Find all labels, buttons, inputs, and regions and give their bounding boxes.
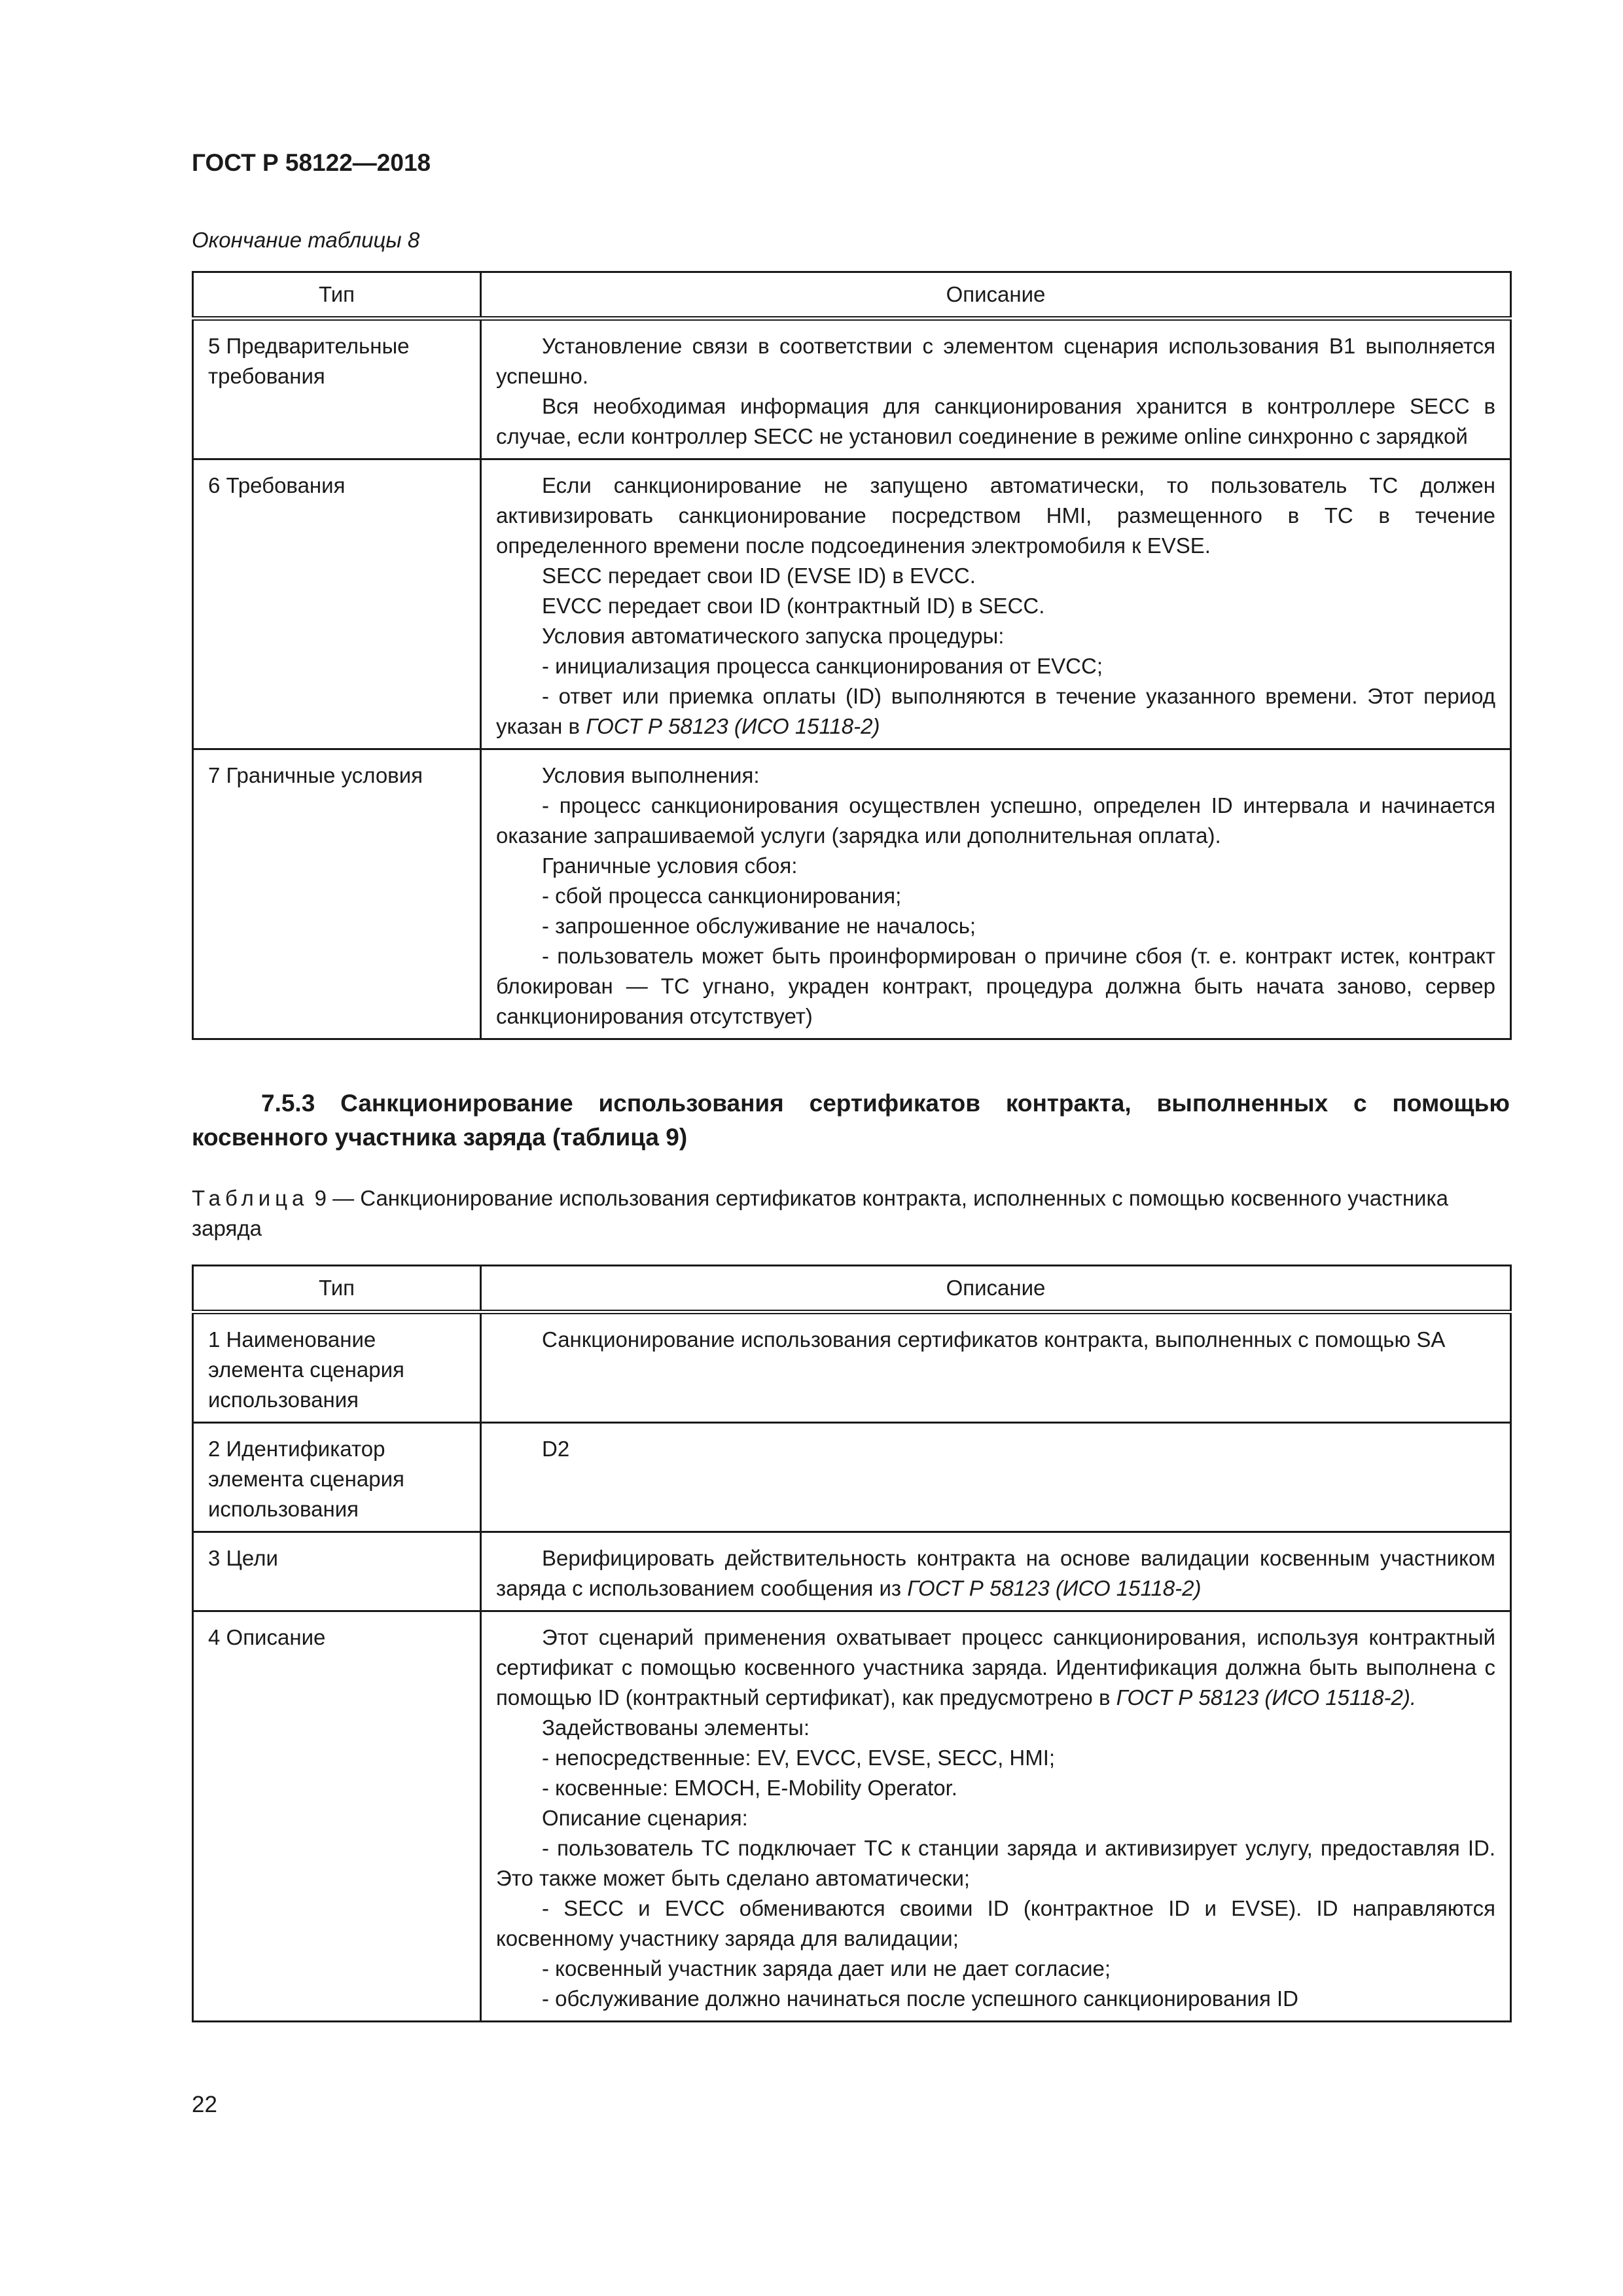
row-type: 2 Идентификатор элемента сценария использования — [193, 1423, 481, 1532]
section-heading: 7.5.3 Санкционирование использования сертификатов контракта, выполненных с помощью косвенного участника заряда (таблица 9) — [192, 1090, 1510, 1151]
description-line: - пользователь ТС подключает ТС к станции заряда и активизирует услугу, предоставляя ID. Это также может быть сделано автоматически; — [496, 1836, 1495, 1890]
description-line: Если санкционирование не запущено автоматически, то пользователь ТС должен активизировать санкционирование посредством HMI, размещенного в ТС в течение определенного времени после подсоединения электромобиля к EVSE. — [496, 473, 1495, 558]
description-text: Верифицировать действительность контракта на основе валидации косвенным участником заряда с использованием сообщения из — [496, 1546, 1495, 1600]
table8-continuation-caption: Окончание таблицы 8 — [192, 228, 420, 252]
table-row — [193, 1611, 1511, 2022]
row-description — [481, 1532, 1511, 1611]
description-text: - ответ или приемка оплаты (ID) выполняются в течение указанного времени. Этот период указан в — [496, 684, 1495, 738]
table-row — [193, 749, 1511, 1039]
description-line: - обслуживание должно начинаться после успешного санкционирования ID — [542, 1986, 1299, 2011]
description-line: - сбой процесса санкционирования; — [542, 884, 902, 908]
standard-reference: ГОСТ Р 58123 (ИСО 15118-2). — [1116, 1685, 1417, 1710]
description-line: Вся необходимая информация для санкционирования хранится в контроллере SECC в случае, если контроллер SECC не установил соединение в режиме online синхронно с зарядкой — [496, 394, 1495, 448]
table8-col-description: Описание — [481, 272, 1511, 319]
description-line: Описание сценария: — [542, 1806, 748, 1830]
standard-reference: ГОСТ Р 58123 (ИСО 15118-2) — [907, 1576, 1202, 1600]
description-line: - SECC и EVCC обмениваются своими ID (контрактное ID и EVSE). ID направляются косвенному участнику заряда для валидации; — [496, 1896, 1495, 1950]
description-line: Установление связи в соответствии с элементом сценария использования В1 выполняется успешно. — [496, 334, 1495, 388]
table9-col-description: Описание — [481, 1266, 1511, 1312]
row-type: 6 Требования — [193, 459, 481, 749]
table-row — [193, 1423, 1511, 1532]
description-line: Санкционирование использования сертификатов контракта, выполненных с помощью SA — [542, 1327, 1446, 1352]
row-type: 5 Предварительные требования — [193, 319, 481, 459]
description-line: Граничные условия сбоя: — [542, 853, 798, 878]
row-type: 4 Описание — [193, 1611, 481, 2022]
table-8 — [192, 271, 1512, 1040]
description-line: EVCC передает свои ID (контрактный ID) в SECC. — [542, 594, 1045, 618]
table-9 — [192, 1265, 1512, 2022]
table9-label: Таблица — [192, 1186, 309, 1210]
description-text: Этот сценарий применения охватывает процесс санкционирования, используя контрактный сертификат с помощью косвенного участника заряда. Идентификация должна быть выполнена с помощью ID (контрактный сертификат), как предусмотрено в — [496, 1625, 1495, 1710]
row-description — [481, 1423, 1511, 1532]
description-line: - инициализация процесса санкционирования от EVCC; — [542, 654, 1103, 678]
description-line — [496, 681, 1495, 742]
page-number: 22 — [192, 2092, 217, 2117]
row-description — [481, 459, 1511, 749]
description-line: - запрошенное обслуживание не началось; — [542, 914, 976, 938]
table9-col-type: Тип — [193, 1266, 481, 1312]
row-type: 3 Цели — [193, 1532, 481, 1611]
description-line: - пользователь может быть проинформирован о причине сбоя (т. е. контракт истек, контракт блокирован — ТС угнано, украден контракт, процедура должна быть начата заново, сервер санкционирования отсутствует) — [496, 944, 1495, 1028]
table-row — [193, 1312, 1511, 1423]
description-line: SECC передает свои ID (EVSE ID) в EVCC. — [542, 564, 976, 588]
table9-header-row — [193, 1266, 1511, 1312]
row-description — [481, 319, 1511, 459]
row-type: 7 Граничные условия — [193, 749, 481, 1039]
table8-col-type: Тип — [193, 272, 481, 319]
row-description — [481, 1312, 1511, 1423]
row-description — [481, 749, 1511, 1039]
description-line: Задействованы элементы: — [542, 1715, 810, 1740]
description-line: - косвенный участник заряда дает или не дает согласие; — [542, 1956, 1111, 1981]
table-row — [193, 459, 1511, 749]
row-type: 1 Наименование элемента сценария использования — [193, 1312, 481, 1423]
description-line: - процесс санкционирования осуществлен успешно, определен ID интервала и начинается оказание запрашиваемой услуги (зарядка или дополнительная оплата). — [496, 793, 1495, 848]
description-line: Условия автоматического запуска процедуры: — [542, 624, 1005, 648]
description-line: - косвенные: EMOCH, E-Mobility Operator. — [542, 1776, 957, 1800]
description-line: Условия выполнения: — [542, 763, 760, 787]
description-line: - непосредственные: EV, EVCC, EVSE, SECC, HMI; — [542, 1746, 1056, 1770]
table9-caption — [192, 1183, 1510, 1244]
document-header: ГОСТ Р 58122—2018 — [192, 149, 431, 176]
table9-title: 9 — Санкционирование использования сертификатов контракта, исполненных с помощью косвенного участника заряда — [192, 1186, 1448, 1240]
row-description — [481, 1611, 1511, 2022]
table8-header-row — [193, 272, 1511, 319]
table-row — [193, 319, 1511, 459]
table-row — [193, 1532, 1511, 1611]
description-line — [496, 1543, 1495, 1604]
description-line: D2 — [542, 1437, 570, 1461]
standard-reference: ГОСТ Р 58123 (ИСО 15118-2) — [586, 714, 880, 738]
description-line — [496, 1623, 1495, 1713]
